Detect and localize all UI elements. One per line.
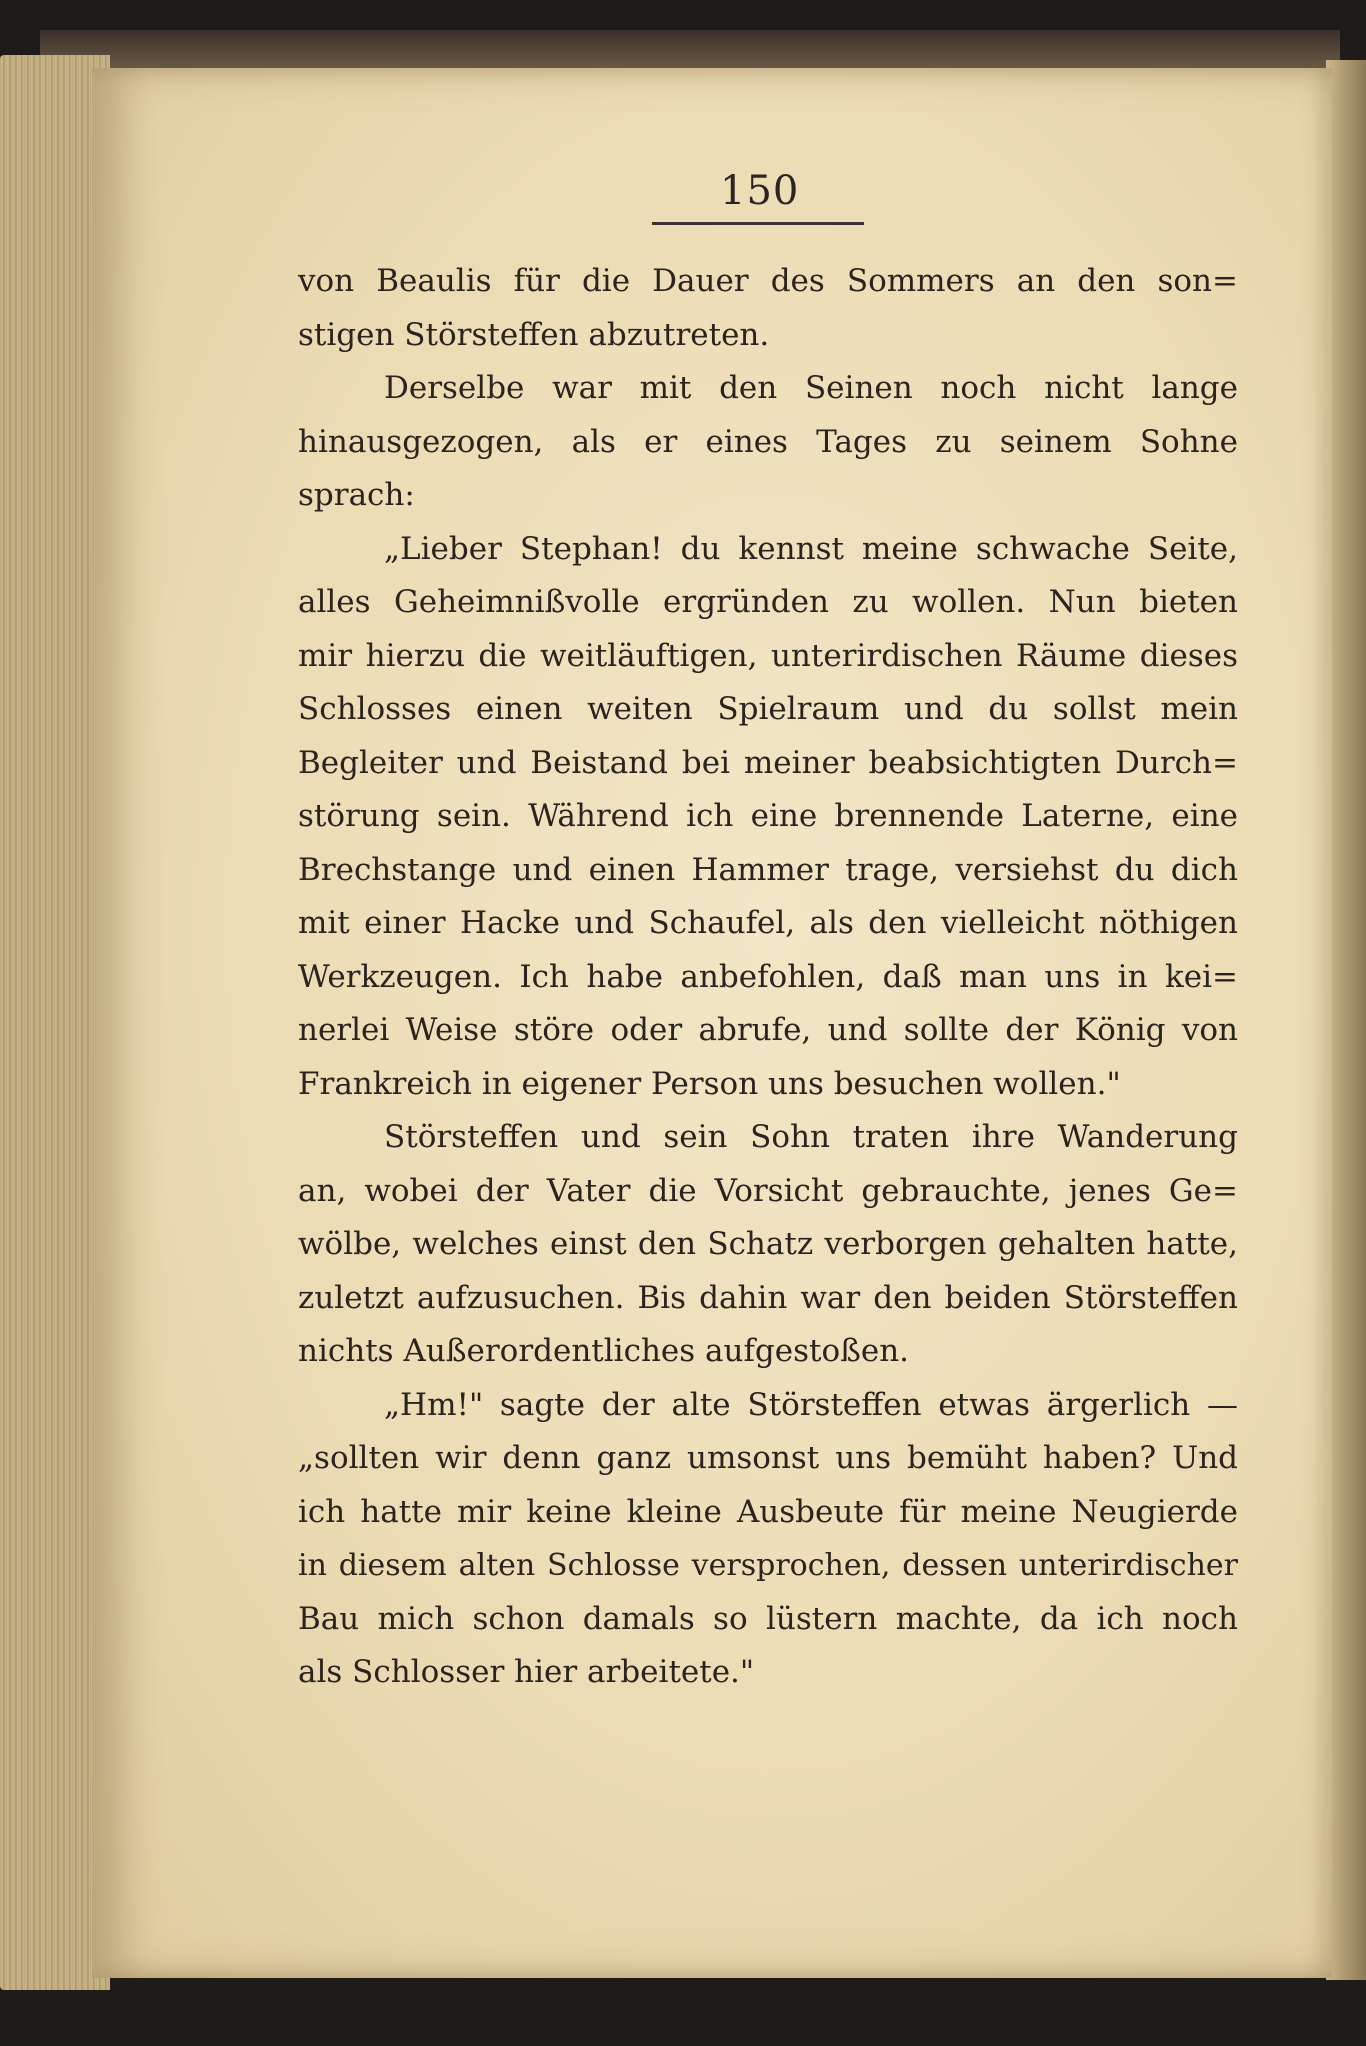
text-line: Werkzeugen. Ich habe anbefohlen, daß man uns in kei= [298, 958, 1238, 995]
book-top-edge [40, 30, 1340, 70]
text-line: Brechstange und einen Hammer trage, versiehst du dich [298, 851, 1238, 888]
text-line: zuletzt aufzusuchen. Bis dahin war den beiden Störsteffen [298, 1279, 1238, 1316]
text-line: von Beaulis für die Dauer des Sommers an den son= [298, 263, 1238, 299]
page-number: 150 [720, 168, 800, 214]
text-line: sprach: [298, 477, 415, 513]
text-line: nichts Außerordentliches aufgestoßen. [298, 1333, 910, 1369]
text-line: stigen Störsteffen abzutreten. [298, 316, 770, 353]
text-line: alles Geheimnißvolle ergründen zu wollen. Nun bieten [298, 584, 1238, 620]
text-line: Schlosses einen weiten Spielraum und du sollst mein [298, 691, 1238, 727]
text-line: Störsteffen und sein Sohn traten ihre Wanderung [384, 1119, 1238, 1155]
text-line: störung sein. Während ich eine brennende Laterne, eine [298, 798, 1238, 834]
text-line: mir hierzu die weitläuftigen, unterirdischen Räume dieses [298, 637, 1238, 674]
text-line: Bau mich schon damals so lüstern machte, da ich noch [298, 1600, 1238, 1637]
text-line: Derselbe war mit den Seinen noch nicht lange [384, 370, 1238, 406]
text-line: in diesem alten Schlosse versprochen, dessen unterirdischer [298, 1548, 1238, 1583]
text-line: wölbe, welches einst den Schatz verborgen gehalten hatte, [298, 1226, 1238, 1262]
text-line: „Hm!" sagte der alte Störsteffen etwas ärgerlich — [384, 1386, 1238, 1423]
text-line: nerlei Weise störe oder abrufe, und sollte der König von [298, 1012, 1238, 1048]
text-line: als Schlosser hier arbeitete." [298, 1654, 755, 1690]
right-page-edge [1326, 60, 1366, 1980]
text-line: Frankreich in eigener Person uns besuchen wollen." [298, 1065, 1121, 1102]
text-line: ich hatte mir keine kleine Ausbeute für meine Neugierde [298, 1493, 1238, 1530]
text-line: an, wobei der Vater die Vorsicht gebrauchte, jenes Ge= [298, 1172, 1238, 1209]
text-line: hinausgezogen, als er eines Tages zu seinem Sohne [298, 423, 1238, 460]
text-line: Begleiter und Beistand bei meiner beabsichtigten Durch= [298, 744, 1238, 781]
header-rule [652, 222, 864, 225]
text-line: mit einer Hacke und Schaufel, als den vielleicht nöthigen [298, 905, 1238, 941]
text-line: „Lieber Stephan! du kennst meine schwache Seite, [384, 530, 1238, 567]
text-line: „sollten wir denn ganz umsonst uns bemüht haben? Und [298, 1440, 1238, 1476]
body-text [298, 255, 1238, 1700]
